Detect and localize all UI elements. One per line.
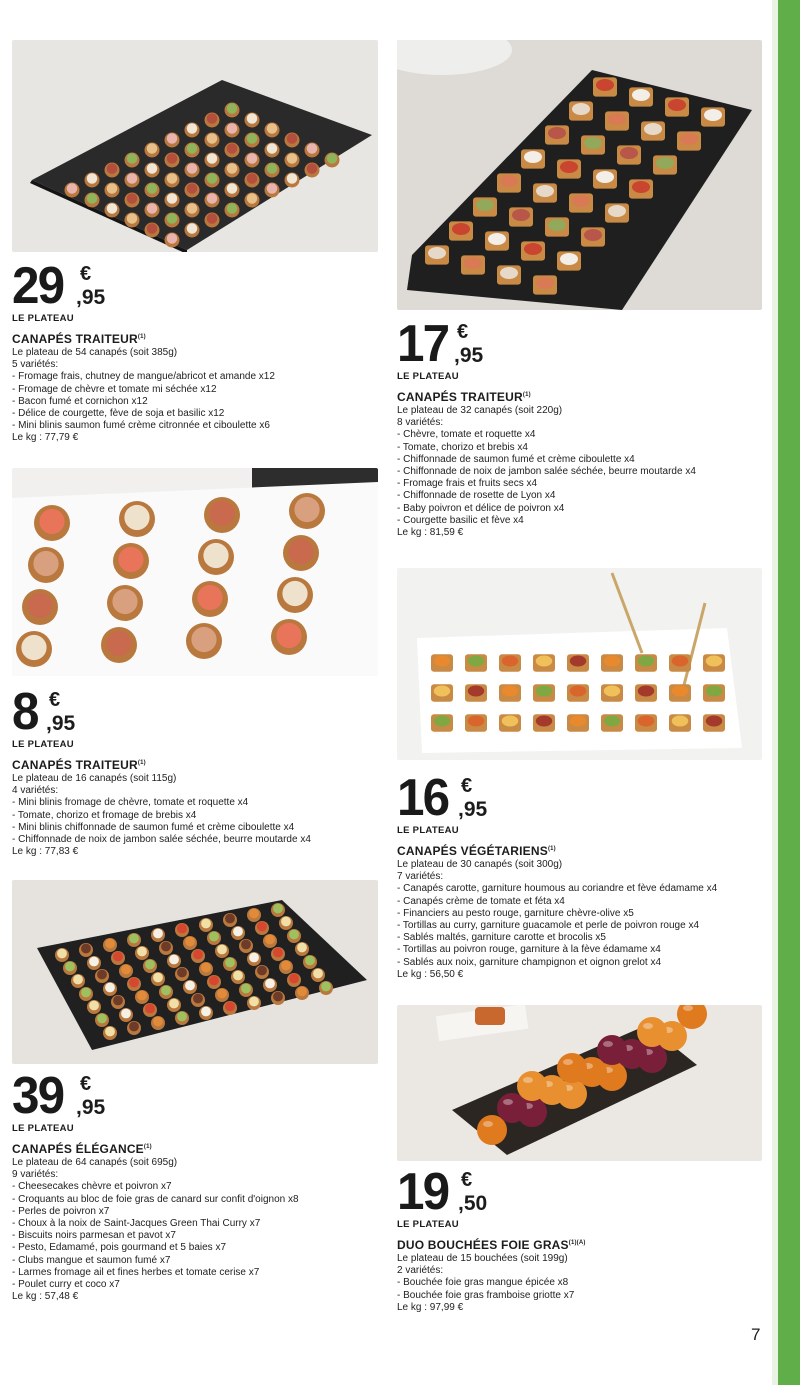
product-canapes-traiteur-32 [397,315,767,539]
description-line: 5 variétés: [12,359,59,371]
description-line: - Chiffonnade de noix de jambon salée séchée, beurre moutarde x4 [12,834,311,846]
product-photo-canapes-vegetariens [397,568,762,760]
product-duo-bouchees-foie-gras [397,1163,767,1314]
description-line: - Choux à la noix de Saint-Jacques Green Thai Curry x7 [12,1218,261,1230]
product-description [12,347,382,445]
description-line: Le plateau de 16 canapés (soit 115g) [12,773,177,784]
product-name: CANAPÉS VÉGÉTARIENS$^{(1)}$ [397,844,556,858]
euro-symbol: € [461,775,473,797]
price-decimals: ,95 [46,712,76,735]
price-integer: 39 [12,1067,64,1125]
price-per-kg: Le kg : 77,83 € [12,846,79,858]
description-line: 4 variétés: [12,785,59,797]
product-description [397,405,767,539]
description-line: - Chiffonnade de rosette de Lyon x4 [397,490,556,502]
description-line: - Tomate, chorizo et brebis x4 [397,441,528,453]
price-integer: 8 [12,683,38,741]
description-line: - Mini blinis chiffonnade de saumon fumé et crème ciboulette x4 [12,821,295,833]
product-description [397,859,767,981]
product-description [12,1157,382,1303]
euro-symbol: € [461,1169,473,1191]
product-photo-canapes-54 [12,40,378,252]
description-line: Le plateau de 54 canapés (soit 385g) [12,347,178,358]
description-line: - Bouchée foie gras mangue épicée x8 [397,1277,569,1289]
price-decimals: ,95 [458,798,488,821]
product-name: DUO BOUCHÉES FOIE $GRAS^{(1)(A)}$ [397,1238,586,1252]
price-tag [12,683,382,741]
price-tag [12,257,382,315]
description-line: - Canapés carotte, garniture houmous au coriandre et fève édamame x4 [397,883,718,895]
price-per-kg: Le kg : 56,50 € [397,968,464,980]
euro-symbol: € [80,263,92,285]
description-line: Le plateau de 15 bouchées (soit 199g) [397,1253,568,1264]
description-line: - Larmes fromage ail et fines herbes et tomate cerise x7 [12,1266,260,1278]
description-line: - Fromage frais, chutney de mangue/abricot et amande x12 [12,371,275,383]
price-integer: 16 [397,769,449,827]
description-line: - Tomate, chorizo et fromage de brebis x4 [12,809,197,821]
product-description [397,1253,767,1314]
description-line: - Perles de poivron x7 [12,1205,110,1217]
description-line: 7 variétés: [397,871,444,883]
description-line: - Tortillas au poivron rouge, garniture à la fève édamame x4 [397,944,661,956]
price-unit: LE PLATEAU [397,1219,459,1230]
description-line: - Sablés aux noix, garniture champignon et oignon grelot x4 [397,956,662,968]
description-line: 9 variétés: [12,1169,59,1181]
description-line: - Pesto, Edamamé, pois gourmand et 5 baies x7 [12,1242,227,1254]
description-line: - Tortillas au curry, garniture guacamole et perle de poivron rouge x4 [397,920,700,932]
price-per-kg: Le kg : 77,79 € [12,432,79,444]
euro-symbol: € [49,689,61,711]
price-unit: LE PLATEAU [12,313,74,324]
price-unit: LE PLATEAU [12,739,74,750]
product-canapes-traiteur-54 [12,257,382,445]
price-tag [397,1163,767,1221]
product-canapes-traiteur-16 [12,683,382,858]
page-edge-accent [778,0,800,1385]
description-line: - Délice de courgette, fève de soja et basilic x12 [12,408,225,420]
price-tag [12,1067,382,1125]
product-photo-canapes-32 [397,40,762,310]
price-decimals: ,95 [76,1096,106,1119]
product-photo-canapes-elegance [12,880,378,1064]
price-per-kg: Le kg : 81,59 € [397,527,464,539]
price-per-kg: Le kg : 57,48 € [12,1291,79,1303]
description-line: - Clubs mangue et saumon fumé x7 [12,1254,171,1266]
product-name: CANAPÉS TRAITEUR$^{(1)}$ [12,758,146,772]
description-line: - Poulet curry et coco x7 [12,1279,120,1291]
price-integer: 17 [397,315,449,373]
price-unit: LE PLATEAU [397,825,459,836]
price-integer: 19 [397,1163,449,1221]
price-unit: LE PLATEAU [397,371,459,382]
price-tag [397,315,767,373]
product-photo-foie-gras [397,1005,762,1161]
description-line: - Biscuits noirs parmesan et pavot x7 [12,1230,176,1242]
price-unit: LE PLATEAU [12,1123,74,1134]
description-line: - Fromage frais et fruits secs x4 [397,478,538,490]
euro-symbol: € [80,1073,92,1095]
description-line: Le plateau de 30 canapés (soit 300g) [397,859,563,870]
description-line: 8 variétés: [397,417,444,429]
price-decimals: ,95 [454,344,484,367]
description-line: Le plateau de 32 canapés (soit 220g) [397,405,563,416]
product-name: CANAPÉS TRAITEUR$^{(1)}$ [12,332,146,346]
description-line: - Financiers au pesto rouge, garniture chèvre-olive x5 [397,907,634,919]
page-number: 7 [751,1325,761,1344]
description-line: - Chiffonnade de saumon fumé et crème ciboulette x4 [397,453,635,465]
description-line: - Chiffonnade de noix de jambon salée séchée, beurre moutarde x4 [397,466,696,478]
product-canapes-vegetariens [397,769,767,981]
description-line: - Chèvre, tomate et roquette x4 [397,429,536,441]
price-integer: 29 [12,257,64,315]
description-line: - Cheesecakes chèvre et poivron x7 [12,1181,172,1193]
product-canapes-elegance [12,1067,382,1303]
description-line: - Croquants au bloc de foie gras de canard sur confit d'oignon x8 [12,1193,299,1205]
price-decimals: ,50 [458,1192,488,1215]
description-line: - Sablés maltés, garniture carotte et brocolis x5 [397,932,606,944]
euro-symbol: € [457,321,469,343]
description-line: - Mini blinis fromage de chèvre, tomate et roquette x4 [12,797,249,809]
price-tag [397,769,767,827]
description-line: - Courgette basilic et fève x4 [397,514,524,526]
product-name: CANAPÉS ÉLÉGANCE$^{(1)}$ [12,1142,152,1156]
description-line: - Baby poivron et délice de poivron x4 [397,502,565,514]
description-line: 2 variétés: [397,1265,444,1277]
description-line: - Mini blinis saumon fumé crème citronnée et ciboulette x6 [12,420,270,432]
description-line: - Bacon fumé et cornichon x12 [12,395,148,407]
description-line: - Canapés crème de tomate et féta x4 [397,895,565,907]
product-photo-canapes-16 [12,468,378,676]
description-line: - Bouchée foie gras framboise griotte x7 [397,1289,575,1301]
product-description [12,773,382,858]
price-per-kg: Le kg : 97,99 € [397,1301,464,1313]
price-decimals: ,95 [76,286,106,309]
product-name: CANAPÉS TRAITEUR$^{(1)}$ [397,390,531,404]
description-line: Le plateau de 64 canapés (soit 695g) [12,1157,178,1168]
description-line: - Fromage de chèvre et tomate mi séchée x12 [12,383,217,395]
